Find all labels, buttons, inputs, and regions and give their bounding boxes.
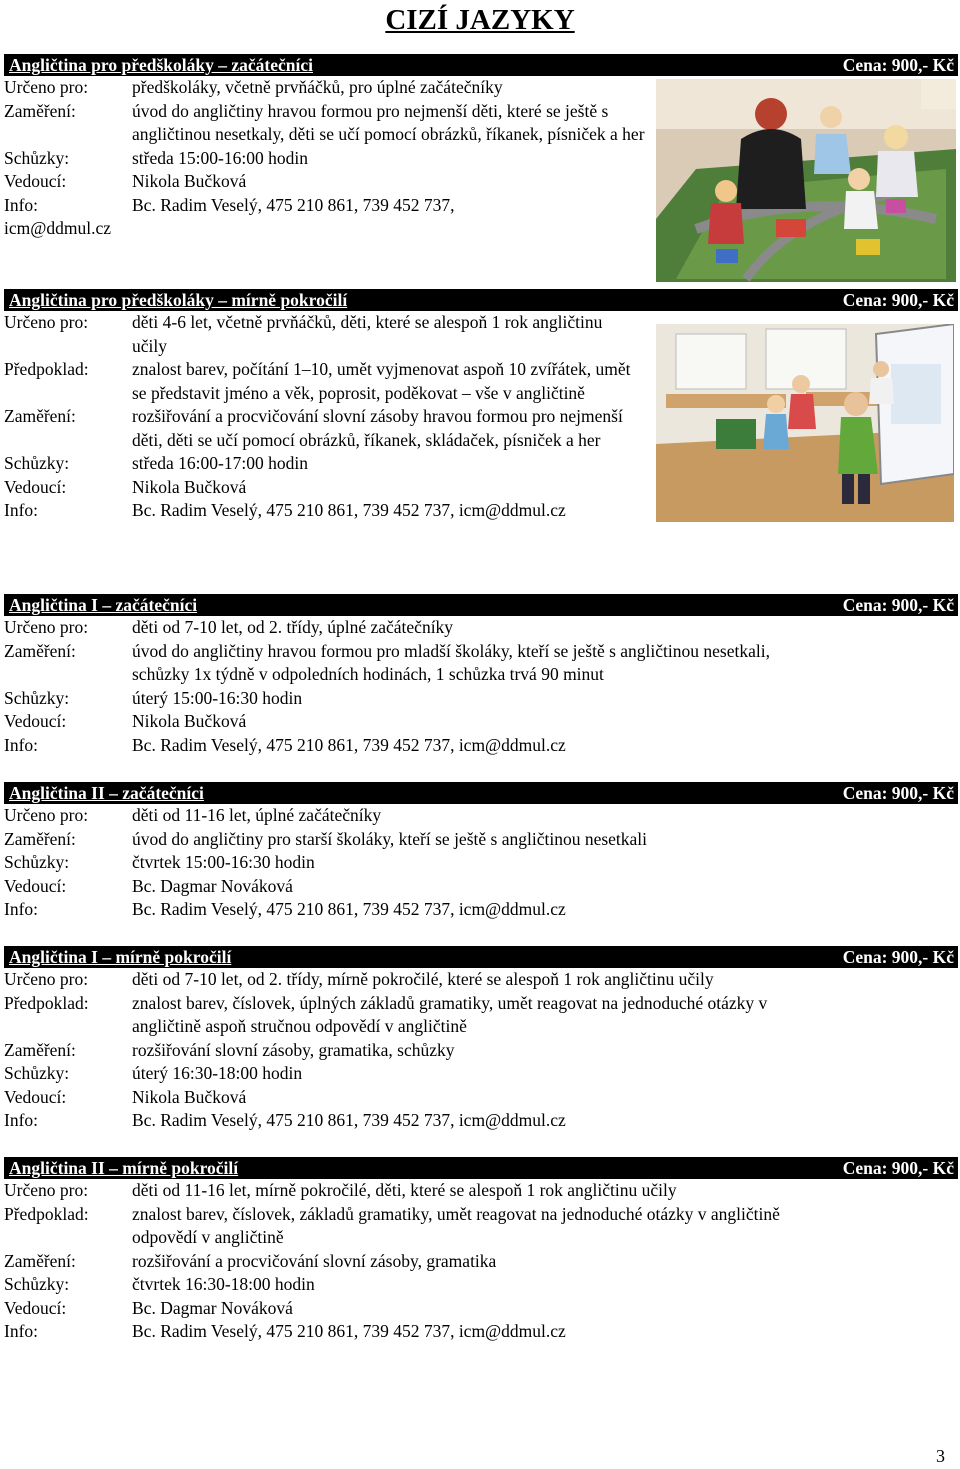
course-name: Angličtina II – mírně pokročilí (9, 1158, 239, 1178)
course-price: Cena: 900,- Kč (842, 1158, 954, 1178)
course-english-2-beginners (4, 782, 958, 922)
row-focus: Zaměření: rozšiřování slovní zásoby, gramatika, schůzky (4, 1039, 455, 1060)
course-english-2-intermediate (4, 1157, 958, 1344)
course-price: Cena: 900,- Kč (842, 290, 954, 310)
row-for: Určeno pro: děti od 11-16 let, mírně pokročilé, děti, které se alespoň 1 rok angličtinu učily (4, 1180, 677, 1200)
row-for: Určeno pro: děti od 11-16 let, úplné začátečníky (4, 805, 382, 825)
row-info-continued: icm@ddmul.cz (4, 218, 111, 238)
course-header (4, 54, 958, 76)
row-leader: Vedoucí: Nikola Bučková (4, 711, 247, 731)
row-leader: Vedoucí: Nikola Bučková (4, 171, 247, 191)
course-price: Cena: 900,- Kč (842, 947, 954, 967)
row-for: Určeno pro: děti 4-6 let, včetně prvňáčků, děti, které se alespoň 1 rok angličtinu učily (4, 312, 603, 356)
row-focus: Zaměření: úvod do angličtiny hravou formou pro nejmenší děti, které se ještě s angličtinou nesetkaly, děti se učí pomocí obrázků, říkanek, písniček a her (4, 100, 645, 144)
row-info: Info: Bc. Radim Veselý, 475 210 861, 739 452 737, icm@ddmul.cz (4, 1110, 566, 1130)
page-title: CIZÍ JAZYKY (385, 4, 575, 36)
row-meetings: Schůzky: čtvrtek 15:00-16:30 hodin (4, 852, 315, 872)
row-info: Info: Bc. Radim Veselý, 475 210 861, 739 452 737, (4, 194, 455, 215)
course-price: Cena: 900,- Kč (842, 595, 954, 615)
course-header (4, 289, 958, 311)
course-header (4, 782, 958, 804)
course-name: Angličtina II – začátečníci (9, 783, 204, 803)
row-info: Info: Bc. Radim Veselý, 475 210 861, 739 452 737, icm@ddmul.cz (4, 500, 566, 520)
row-for: Určeno pro: děti od 7-10 let, od 2. třídy, úplné začátečníky (4, 617, 454, 637)
row-meetings: Schůzky: čtvrtek 16:30-18:00 hodin (4, 1274, 315, 1294)
row-meetings: Schůzky: středa 15:00-16:00 hodin (4, 147, 308, 168)
row-focus: Zaměření: úvod do angličtiny hravou formou pro mladší školáky, kteří se ještě s angličtinou nesetkali, schůzky 1x týdně v odpoledních hodinách, 1 schůzka trvá 90 minut (4, 640, 770, 684)
course-english-1-intermediate (4, 946, 958, 1133)
row-leader: Vedoucí: Nikola Bučková (4, 476, 247, 497)
row-prereq: Předpoklad: znalost barev, číslovek, základů gramatiky, umět reagovat na jednoduché otázky v angličtině odpovědí v angličtině (4, 1203, 780, 1247)
row-focus: Zaměření: úvod do angličtiny pro starší školáky, kteří se ještě s angličtinou nesetkali (4, 828, 648, 849)
row-leader: Vedoucí: Bc. Dagmar Nováková (4, 875, 293, 896)
row-leader: Vedoucí: Nikola Bučková (4, 1086, 247, 1107)
row-meetings: Schůzky: úterý 15:00-16:30 hodin (4, 687, 303, 708)
row-meetings: Schůzky: úterý 16:30-18:00 hodin (4, 1063, 303, 1083)
row-for: Určeno pro: děti od 7-10 let, od 2. třídy, mírně pokročilé, které se alespoň 1 rok angličtinu učily (4, 969, 714, 989)
course-name: Angličtina pro předškoláky – začátečníci (9, 55, 313, 75)
course-header (4, 594, 958, 616)
row-leader: Vedoucí: Bc. Dagmar Nováková (4, 1297, 293, 1318)
course-header (4, 1157, 958, 1179)
page-number: 3 (936, 1446, 945, 1466)
row-info: Info: Bc. Radim Veselý, 475 210 861, 739 452 737, icm@ddmul.cz (4, 734, 566, 755)
course-price: Cena: 900,- Kč (842, 783, 954, 803)
row-for: Určeno pro: předškoláky, včetně prvňáčků, pro úplné začátečníky (4, 77, 503, 97)
course-price: Cena: 900,- Kč (842, 55, 954, 75)
course-header (4, 946, 958, 968)
photo-teacher-with-children-on-carpet (656, 79, 956, 282)
row-focus: Zaměření: rozšiřování a procvičování slovní zásoby hravou formou pro nejmenší děti, děti se učí pomocí obrázků, říkanek, skládaček, písniček a her (4, 406, 623, 450)
course-name: Angličtina I – začátečníci (9, 595, 198, 615)
course-name: Angličtina I – mírně pokročilí (9, 947, 232, 967)
course-english-1-beginners (4, 594, 958, 757)
row-info: Info: Bc. Radim Veselý, 475 210 861, 739 452 737, icm@ddmul.cz (4, 899, 566, 919)
row-prereq: Předpoklad: znalost barev, číslovek, úplných základů gramatiky, umět reagovat na jednoduché otázky v angličtině aspoň stručnou odpovědí v angličtině (4, 992, 768, 1036)
photo-children-at-interactive-whiteboard (656, 324, 954, 522)
row-meetings: Schůzky: středa 16:00-17:00 hodin (4, 453, 308, 473)
course-name: Angličtina pro předškoláky – mírně pokročilí (9, 290, 348, 310)
row-focus: Zaměření: rozšiřování a procvičování slovní zásoby, gramatika (4, 1250, 497, 1271)
row-info: Info: Bc. Radim Veselý, 475 210 861, 739 452 737, icm@ddmul.cz (4, 1321, 566, 1341)
row-prereq: Předpoklad: znalost barev, počítání 1–10, umět vyjmenovat aspoň 10 zvířátek, umět se představit jméno a věk, poprosit, poděkovat – vše v angličtině (4, 359, 631, 403)
